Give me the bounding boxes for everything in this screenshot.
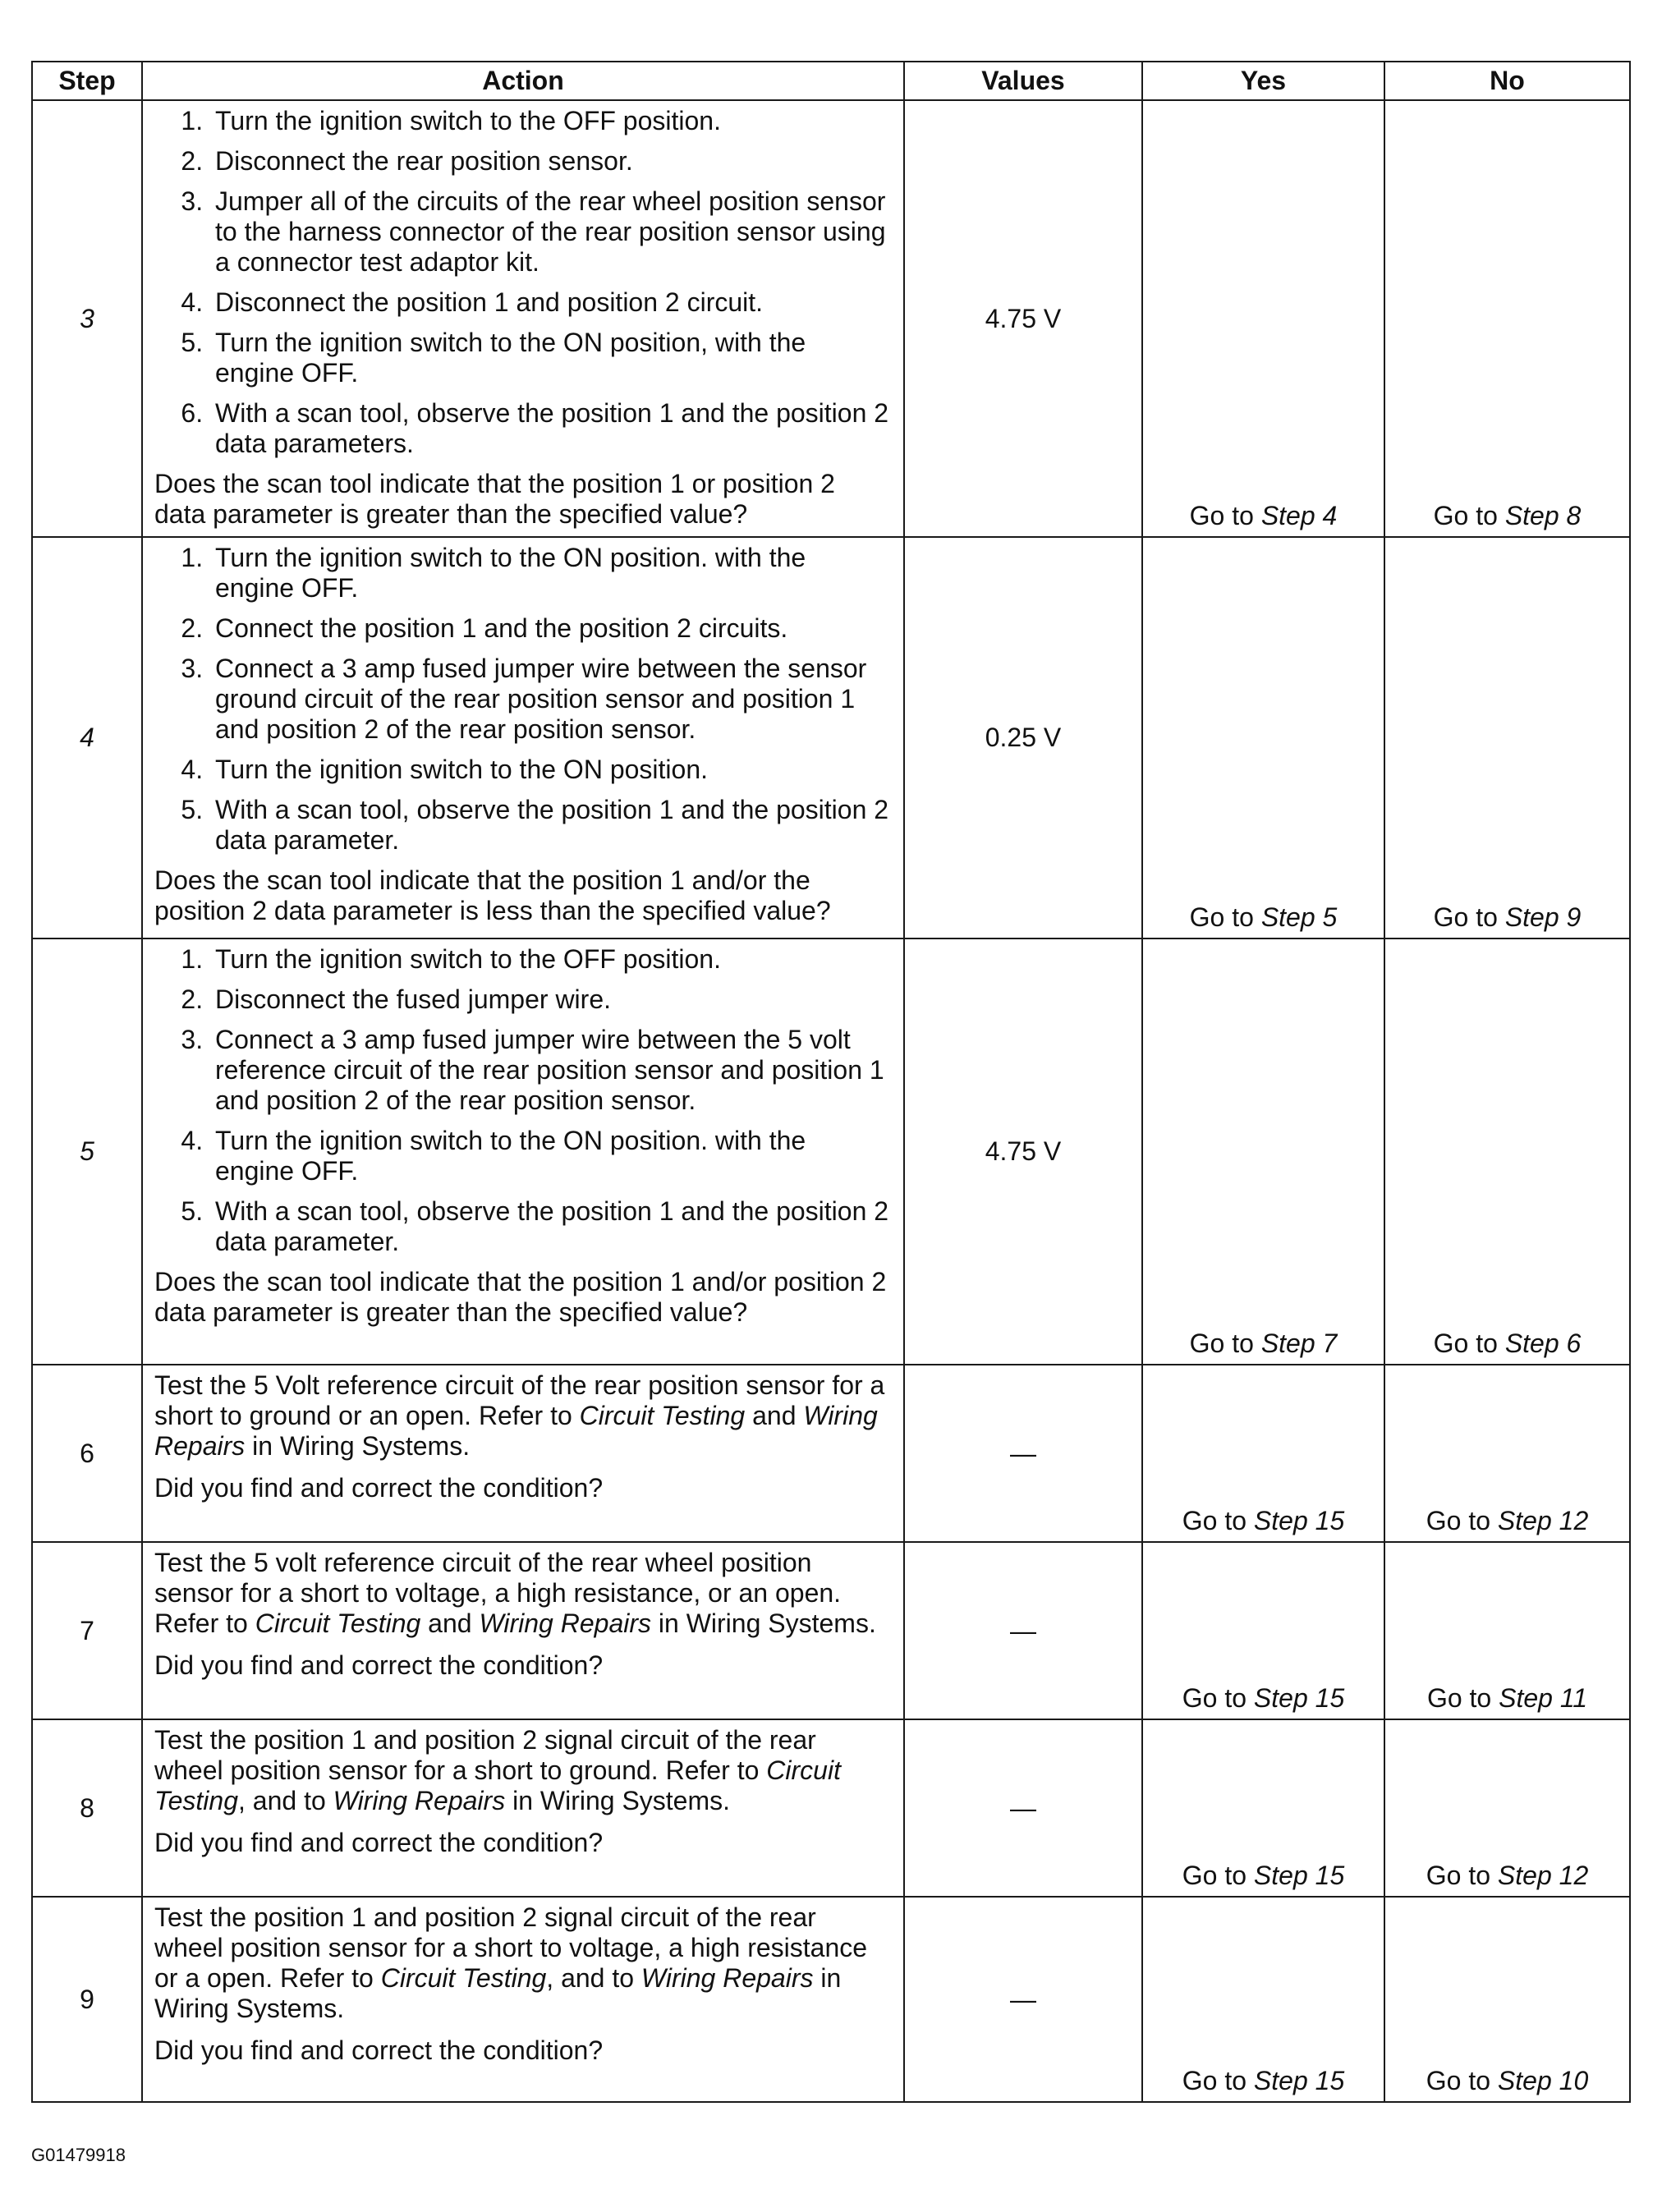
yes-cell [1142,1897,1384,2102]
step-link[interactable]: Step 15 [1253,1861,1345,1890]
action-cell [142,537,904,938]
action-cell [142,938,904,1365]
action-cell [142,1719,904,1897]
header-action: Action [142,62,904,100]
go-to-label: Go to [1426,1861,1491,1890]
value-cell: 0.25 V [904,537,1142,938]
yes-cell [1142,1719,1384,1897]
step-link[interactable]: Step 7 [1260,1329,1338,1358]
procedure-step: 3. Connect a 3 amp fused jumper wire between the sensor ground circuit of the rear position sensor and position 1 and position 2 of the rear position sensor. [210,654,890,745]
procedure-step: 4. Turn the ignition switch to the ON position. with the engine OFF. [210,1126,890,1186]
yes-cell [1142,100,1384,537]
diagnostic-table [31,61,1631,2103]
procedure-step: 1. Turn the ignition switch to the ON position. with the engine OFF. [210,543,890,603]
action-cell [142,1897,904,2102]
step-number: 7 [32,1542,142,1719]
procedure-step: 3. Connect a 3 amp fused jumper wire between the 5 volt reference circuit of the rear position sensor and position 1 and position 2 of the rear position sensor. [210,1025,890,1116]
go-to-label: Go to [1189,1329,1254,1358]
procedure-list [154,543,890,856]
yes-cell [1142,1542,1384,1719]
step-number: 6 [32,1365,142,1542]
step-link[interactable]: Step 8 [1504,501,1582,530]
value-cell: — [904,1542,1142,1719]
go-to-label: Go to [1182,1506,1247,1535]
go-to-label: Go to [1182,1861,1247,1890]
procedure-step: 4. Turn the ignition switch to the ON position. [210,755,890,785]
go-to-label: Go to [1433,1329,1498,1358]
value-cell: — [904,1365,1142,1542]
go-to-label: Go to [1433,902,1498,932]
table-row [32,1542,1630,1719]
value-cell: — [904,1719,1142,1897]
step-link[interactable]: Step 15 [1253,1506,1345,1535]
step-number: 5 [32,938,142,1365]
procedure-step: 2. Disconnect the rear position sensor. [210,146,890,177]
procedure-step: 5. With a scan tool, observe the position 1 and the position 2 data parameter. [210,795,890,856]
table-row [32,1897,1630,2102]
table-row [32,537,1630,938]
step-number: 8 [32,1719,142,1897]
reference-link[interactable]: Wiring Repairs [479,1609,651,1638]
procedure-step: 3. Jumper all of the circuits of the rear wheel position sensor to the harness connector of the rear position sensor using a connector test adaptor kit. [210,186,890,278]
figure-id: G01479918 [31,2145,126,2165]
go-to-label: Go to [1426,2066,1491,2095]
header-values: Values [904,62,1142,100]
procedure-step: 5. With a scan tool, observe the position 1 and the position 2 data parameter. [210,1196,890,1257]
go-to-label: Go to [1182,1683,1247,1713]
procedure-step: 1. Turn the ignition switch to the OFF position. [210,944,890,975]
instruction-text: Test the position 1 and position 2 signal circuit of the rear wheel position sensor for a short to voltage, a high resistance or a open. Refer to Circuit Testing, and to Wiring Repairs in Wiring Systems. [154,1902,868,2023]
procedure-step: 4. Disconnect the position 1 and position 2 circuit. [210,287,890,318]
procedure-step: 2. Disconnect the fused jumper wire. [210,984,890,1015]
step-number: 4 [32,537,142,938]
step-link[interactable]: Step 10 [1497,2066,1589,2095]
value-cell: 4.75 V [904,938,1142,1365]
step-link[interactable]: Step 6 [1504,1329,1582,1358]
question-text: Does the scan tool indicate that the position 1 and/or the position 2 data parameter is less than the specified value? [154,865,831,925]
no-cell [1384,1542,1630,1719]
procedure-list [154,106,890,459]
step-number: 3 [32,100,142,537]
table-row [32,1719,1630,1897]
reference-link[interactable]: Circuit Testing [154,1755,841,1815]
procedure-list [154,944,890,1257]
procedure-step: 2. Connect the position 1 and the position 2 circuits. [210,613,890,644]
action-cell [142,1542,904,1719]
no-cell [1384,1719,1630,1897]
question-text: Does the scan tool indicate that the position 1 and/or position 2 data parameter is greater than the specified value? [154,1267,887,1327]
step-link[interactable]: Step 15 [1253,2066,1345,2095]
procedure-step: 1. Turn the ignition switch to the OFF position. [210,106,890,136]
go-to-label: Go to [1189,501,1254,530]
reference-link[interactable]: Circuit Testing [255,1609,421,1638]
header-yes: Yes [1142,62,1384,100]
go-to-label: Go to [1426,1506,1491,1535]
go-to-label: Go to [1189,902,1254,932]
no-cell [1384,1365,1630,1542]
value-cell: 4.75 V [904,100,1142,537]
step-link[interactable]: Step 4 [1260,501,1338,530]
no-cell [1384,1897,1630,2102]
go-to-label: Go to [1426,1683,1492,1713]
yes-cell [1142,537,1384,938]
step-link[interactable]: Step 12 [1497,1861,1589,1890]
instruction-text: Test the 5 volt reference circuit of the rear wheel position sensor for a short to voltage, a high resistance, or an open. Refer to Circuit Testing and Wiring Repairs in Wiring Systems. [154,1548,876,1638]
step-link[interactable]: Step 15 [1253,1683,1345,1713]
procedure-step: 5. Turn the ignition switch to the ON position, with the engine OFF. [210,328,890,388]
no-cell [1384,100,1630,537]
yes-cell [1142,1365,1384,1542]
no-cell [1384,537,1630,938]
action-cell [142,1365,904,1542]
step-link[interactable]: Step 5 [1260,902,1338,932]
procedure-step: 6. With a scan tool, observe the position 1 and the position 2 data parameters. [210,398,890,459]
instruction-text: Test the 5 Volt reference circuit of the rear position sensor for a short to ground or an open. Refer to Circuit Testing and Wiring Repairs in Wiring Systems. [154,1370,885,1461]
question-text: Did you find and correct the condition? [154,2035,604,2065]
step-link[interactable]: Step 11 [1499,1683,1588,1713]
table-row [32,1365,1630,1542]
header-no: No [1384,62,1630,100]
table-row [32,100,1630,537]
reference-link[interactable]: Circuit Testing [579,1401,746,1430]
reference-link[interactable]: Wiring Repairs [333,1786,506,1815]
table-header-row [32,62,1630,100]
question-text: Did you find and correct the condition? [154,1650,604,1680]
header-step: Step [32,62,142,100]
no-cell [1384,938,1630,1365]
step-link[interactable]: Step 12 [1497,1506,1589,1535]
step-link[interactable]: Step 9 [1504,902,1582,932]
action-cell [142,100,904,537]
value-cell: — [904,1897,1142,2102]
question-text: Did you find and correct the condition? [154,1473,604,1503]
instruction-text: Test the position 1 and position 2 signal circuit of the rear wheel position sensor for a short to ground. Refer to Circuit Testing, and to Wiring Repairs in Wiring Systems. [154,1725,841,1815]
question-text: Did you find and correct the condition? [154,1828,604,1857]
go-to-label: Go to [1433,501,1498,530]
step-number: 9 [32,1897,142,2102]
reference-link[interactable]: Circuit Testing [380,1963,547,1993]
go-to-label: Go to [1182,2066,1247,2095]
reference-link[interactable]: Wiring Repairs [154,1401,878,1461]
yes-cell [1142,938,1384,1365]
reference-link[interactable]: Wiring Repairs [640,1963,814,1993]
question-text: Does the scan tool indicate that the position 1 or position 2 data parameter is greater than the specified value? [154,469,835,529]
table-row [32,938,1630,1365]
